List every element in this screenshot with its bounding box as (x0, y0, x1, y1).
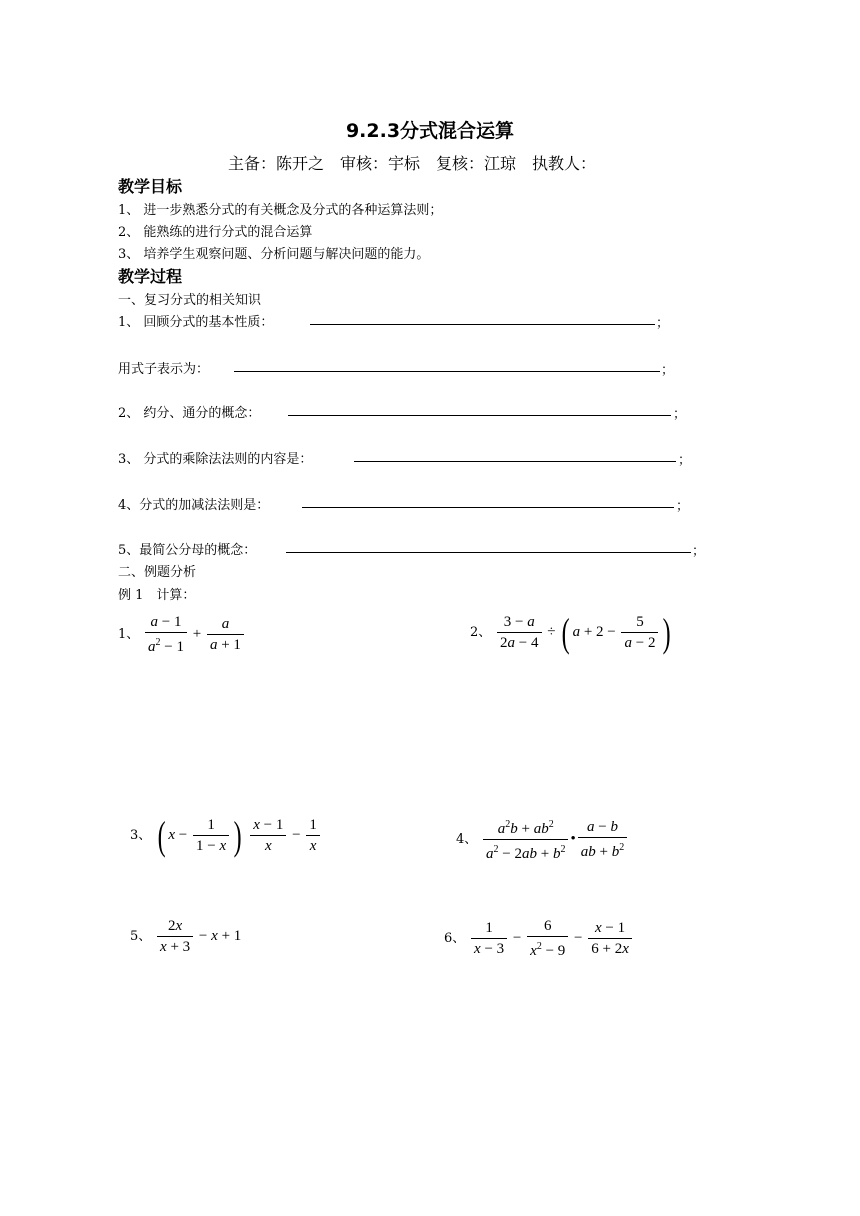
section-examples-heading: 二、例题分析 (118, 565, 197, 580)
objective-item: 3、 培养学生观察问题、分析问题与解决问题的能力。 (118, 247, 430, 262)
semicolon: ； (692, 544, 706, 559)
exercise-6: 6、 $\frac{1}{x - 3}$ − $\frac{6}{x^2 - 9}$ − $\frac{x - 1}{6 + 2x}$ (444, 916, 634, 961)
review-question: 用式子表示为： (118, 362, 210, 377)
semicolon: ； (673, 407, 687, 422)
fraction: $\frac{a^2b + ab^2}{a^2 - 2ab + b^2}$ (483, 815, 568, 864)
exercise-number: 4、 (456, 831, 478, 847)
fraction: $\frac{1}{x - 3}$ (471, 918, 507, 959)
fraction: $\frac{2x}{x + 3}$ (157, 916, 193, 957)
answer-blank[interactable] (234, 371, 660, 372)
exercise-4: 4、 $\frac{a^2b + ab^2}{a^2 - 2ab + b^2}$ • $\frac{a - b}{ab + b^2}$ (456, 815, 629, 864)
example-label: 例 1 计算： (118, 588, 196, 603)
objective-item: 2、 能熟练的进行分式的混合运算 (118, 225, 313, 240)
answer-blank[interactable] (286, 552, 691, 553)
page-title: 9.2.3分式混合运算 (345, 120, 515, 142)
semicolon: ； (656, 316, 670, 331)
objectives-heading: 教学目标 (118, 177, 183, 196)
exercise-5: 5、 $\frac{2x}{x + 3}$ − x + 1 (130, 918, 242, 955)
semicolon: ； (661, 363, 675, 378)
fraction: $\frac{a}{a + 1}$ (207, 614, 244, 655)
fraction: $\frac{3 - a}{2a - 4}$ (497, 612, 541, 653)
answer-blank[interactable] (354, 461, 676, 462)
exercise-3: 3、 ( x − $\frac{1}{1 - x}$ ) $\frac{x - 1}{x}$ − $\frac{1}{x}$ (130, 815, 322, 856)
review-question: 5、最简公分母的概念： (118, 543, 257, 558)
review-question: 2、 约分、通分的概念： (118, 406, 261, 421)
fraction: $\frac{1}{1 - x}$ (193, 815, 229, 856)
answer-blank[interactable] (302, 507, 674, 508)
semicolon: ； (678, 453, 692, 468)
exercise-number: 1、 (118, 626, 140, 642)
fraction: $\frac{x - 1}{6 + 2x}$ (588, 918, 632, 959)
exercise-2: 2、 $\frac{3 - a}{2a - 4}$ ÷ ( a + 2 − $\frac{5}{a - 2}$ ) (470, 609, 672, 655)
fraction: $\frac{a - b}{ab + b^2}$ (578, 817, 627, 862)
fraction: $\frac{a - 1}{a^2 - 1}$ (145, 612, 187, 657)
review-question: 1、 回顾分式的基本性质： (118, 315, 274, 330)
fraction: $\frac{6}{x^2 - 9}$ (527, 916, 568, 961)
answer-blank[interactable] (310, 324, 655, 325)
process-heading: 教学过程 (118, 267, 183, 286)
exercise-1: 1、 $\frac{a - 1}{a^2 - 1}$ + $\frac{a}{a + 1}$ (118, 612, 246, 657)
exercise-number: 3、 (130, 827, 152, 843)
fraction: $\frac{5}{a - 2}$ (621, 612, 658, 653)
exercise-number: 2、 (470, 624, 492, 640)
fraction: $\frac{x - 1}{x}$ (250, 815, 286, 856)
exercise-number: 6、 (444, 930, 466, 946)
fraction: $\frac{1}{x}$ (306, 815, 320, 856)
review-question: 4、分式的加减法法则是： (118, 498, 270, 513)
section-review-heading: 一、复习分式的相关知识 (118, 293, 262, 308)
authors-line: 主备：陈开之 审核：宇标 复核：江琼 执教人： (228, 154, 597, 173)
objective-item: 1、 进一步熟悉分式的有关概念及分式的各种运算法则； (118, 203, 443, 218)
answer-blank[interactable] (288, 415, 671, 416)
review-question: 3、 分式的乘除法法则的内容是： (118, 452, 313, 467)
exercise-number: 5、 (130, 928, 152, 944)
semicolon: ； (676, 499, 690, 514)
